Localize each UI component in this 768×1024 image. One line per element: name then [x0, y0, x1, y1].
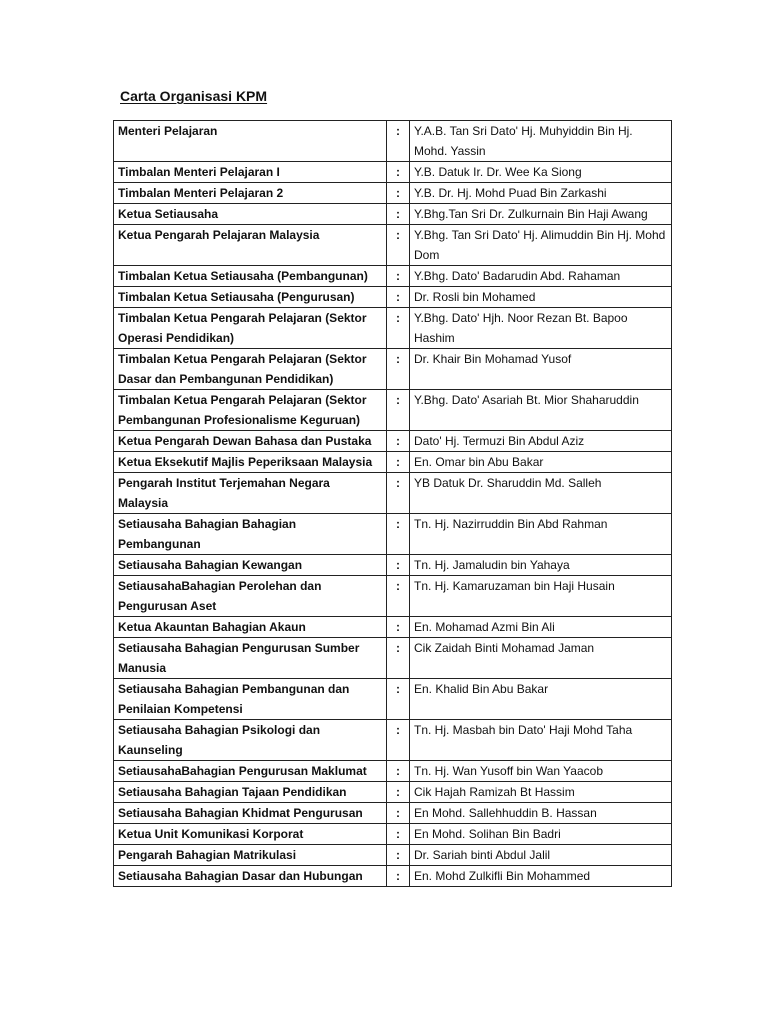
- separator-cell: :: [387, 473, 410, 514]
- name-cell: Dato' Hj. Termuzi Bin Abdul Aziz: [410, 431, 672, 452]
- name-cell: Tn. Hj. Nazirruddin Bin Abd Rahman: [410, 514, 672, 555]
- name-cell: Y.Bhg. Dato' Hjh. Noor Rezan Bt. Bapoo Hashim: [410, 308, 672, 349]
- separator-cell: :: [387, 162, 410, 183]
- separator-cell: :: [387, 287, 410, 308]
- name-cell: Y.A.B. Tan Sri Dato' Hj. Muhyiddin Bin Hj. Mohd. Yassin: [410, 121, 672, 162]
- separator-cell: :: [387, 824, 410, 845]
- name-cell: En. Mohamad Azmi Bin Ali: [410, 617, 672, 638]
- separator-cell: :: [387, 349, 410, 390]
- table-row: [114, 308, 672, 349]
- table-row: [114, 555, 672, 576]
- position-cell: Setiausaha Bahagian Pembangunan dan Penilaian Kompetensi: [114, 679, 387, 720]
- separator-cell: :: [387, 431, 410, 452]
- separator-cell: :: [387, 845, 410, 866]
- position-cell: Setiausaha Bahagian Kewangan: [114, 555, 387, 576]
- position-cell: SetiausahaBahagian Perolehan dan Pengurusan Aset: [114, 576, 387, 617]
- name-cell: En. Khalid Bin Abu Bakar: [410, 679, 672, 720]
- position-cell: Setiausaha Bahagian Pengurusan Sumber Manusia: [114, 638, 387, 679]
- table-row: [114, 617, 672, 638]
- separator-cell: :: [387, 514, 410, 555]
- position-cell: Setiausaha Bahagian Psikologi dan Kaunseling: [114, 720, 387, 761]
- page-title: Carta Organisasi KPM: [120, 88, 268, 104]
- table-row: [114, 266, 672, 287]
- org-chart-table: [113, 120, 672, 887]
- position-cell: Pengarah Institut Terjemahan Negara Malaysia: [114, 473, 387, 514]
- table-row: [114, 287, 672, 308]
- table-row: [114, 720, 672, 761]
- separator-cell: :: [387, 452, 410, 473]
- separator-cell: :: [387, 782, 410, 803]
- position-cell: Setiausaha Bahagian Khidmat Pengurusan: [114, 803, 387, 824]
- table-row: [114, 473, 672, 514]
- table-row: [114, 452, 672, 473]
- name-cell: Y.B. Datuk Ir. Dr. Wee Ka Siong: [410, 162, 672, 183]
- table-row: [114, 204, 672, 225]
- separator-cell: :: [387, 266, 410, 287]
- position-cell: Ketua Unit Komunikasi Korporat: [114, 824, 387, 845]
- position-cell: Timbalan Ketua Pengarah Pelajaran (Sektor Operasi Pendidikan): [114, 308, 387, 349]
- separator-cell: :: [387, 183, 410, 204]
- separator-cell: :: [387, 576, 410, 617]
- name-cell: Y.Bhg.Tan Sri Dr. Zulkurnain Bin Haji Awang: [410, 204, 672, 225]
- position-cell: Ketua Pengarah Pelajaran Malaysia: [114, 225, 387, 266]
- position-cell: Setiausaha Bahagian Dasar dan Hubungan: [114, 866, 387, 887]
- separator-cell: :: [387, 720, 410, 761]
- position-cell: Timbalan Ketua Setiausaha (Pembangunan): [114, 266, 387, 287]
- separator-cell: :: [387, 803, 410, 824]
- position-cell: Setiausaha Bahagian Tajaan Pendidikan: [114, 782, 387, 803]
- position-cell: Timbalan Ketua Setiausaha (Pengurusan): [114, 287, 387, 308]
- table-row: [114, 390, 672, 431]
- name-cell: En. Mohd Zulkifli Bin Mohammed: [410, 866, 672, 887]
- table-row: [114, 761, 672, 782]
- name-cell: Tn. Hj. Jamaludin bin Yahaya: [410, 555, 672, 576]
- table-row: [114, 866, 672, 887]
- name-cell: En Mohd. Solihan Bin Badri: [410, 824, 672, 845]
- separator-cell: :: [387, 225, 410, 266]
- position-cell: Timbalan Ketua Pengarah Pelajaran (Sektor Pembangunan Profesionalisme Keguruan): [114, 390, 387, 431]
- name-cell: Y.B. Dr. Hj. Mohd Puad Bin Zarkashi: [410, 183, 672, 204]
- name-cell: En Mohd. Sallehhuddin B. Hassan: [410, 803, 672, 824]
- name-cell: Y.Bhg. Dato' Asariah Bt. Mior Shaharuddin: [410, 390, 672, 431]
- position-cell: Timbalan Menteri Pelajaran 2: [114, 183, 387, 204]
- position-cell: Setiausaha Bahagian Bahagian Pembangunan: [114, 514, 387, 555]
- table-row: [114, 162, 672, 183]
- name-cell: Cik Zaidah Binti Mohamad Jaman: [410, 638, 672, 679]
- name-cell: Tn. Hj. Masbah bin Dato' Haji Mohd Taha: [410, 720, 672, 761]
- name-cell: Dr. Rosli bin Mohamed: [410, 287, 672, 308]
- separator-cell: :: [387, 555, 410, 576]
- table-row: [114, 183, 672, 204]
- name-cell: Tn. Hj. Kamaruzaman bin Haji Husain: [410, 576, 672, 617]
- table-row: [114, 845, 672, 866]
- name-cell: Dr. Khair Bin Mohamad Yusof: [410, 349, 672, 390]
- table-row: [114, 121, 672, 162]
- name-cell: YB Datuk Dr. Sharuddin Md. Salleh: [410, 473, 672, 514]
- name-cell: Y.Bhg. Dato' Badarudin Abd. Rahaman: [410, 266, 672, 287]
- position-cell: SetiausahaBahagian Pengurusan Maklumat: [114, 761, 387, 782]
- separator-cell: :: [387, 761, 410, 782]
- separator-cell: :: [387, 866, 410, 887]
- table-row: [114, 824, 672, 845]
- position-cell: Ketua Eksekutif Majlis Peperiksaan Malaysia: [114, 452, 387, 473]
- separator-cell: :: [387, 679, 410, 720]
- table-row: [114, 803, 672, 824]
- table-row: [114, 576, 672, 617]
- table-row: [114, 782, 672, 803]
- name-cell: Dr. Sariah binti Abdul Jalil: [410, 845, 672, 866]
- position-cell: Timbalan Menteri Pelajaran I: [114, 162, 387, 183]
- position-cell: Menteri Pelajaran: [114, 121, 387, 162]
- position-cell: Ketua Pengarah Dewan Bahasa dan Pustaka: [114, 431, 387, 452]
- separator-cell: :: [387, 638, 410, 679]
- position-cell: Ketua Akauntan Bahagian Akaun: [114, 617, 387, 638]
- name-cell: Tn. Hj. Wan Yusoff bin Wan Yaacob: [410, 761, 672, 782]
- position-cell: Timbalan Ketua Pengarah Pelajaran (Sektor Dasar dan Pembangunan Pendidikan): [114, 349, 387, 390]
- name-cell: Y.Bhg. Tan Sri Dato' Hj. Alimuddin Bin Hj. Mohd Dom: [410, 225, 672, 266]
- name-cell: Cik Hajah Ramizah Bt Hassim: [410, 782, 672, 803]
- separator-cell: :: [387, 617, 410, 638]
- org-chart-body: [114, 121, 672, 887]
- position-cell: Pengarah Bahagian Matrikulasi: [114, 845, 387, 866]
- separator-cell: :: [387, 121, 410, 162]
- table-row: [114, 349, 672, 390]
- separator-cell: :: [387, 204, 410, 225]
- table-row: [114, 638, 672, 679]
- table-row: [114, 225, 672, 266]
- position-cell: Ketua Setiausaha: [114, 204, 387, 225]
- separator-cell: :: [387, 308, 410, 349]
- name-cell: En. Omar bin Abu Bakar: [410, 452, 672, 473]
- table-row: [114, 431, 672, 452]
- table-row: [114, 514, 672, 555]
- separator-cell: :: [387, 390, 410, 431]
- table-row: [114, 679, 672, 720]
